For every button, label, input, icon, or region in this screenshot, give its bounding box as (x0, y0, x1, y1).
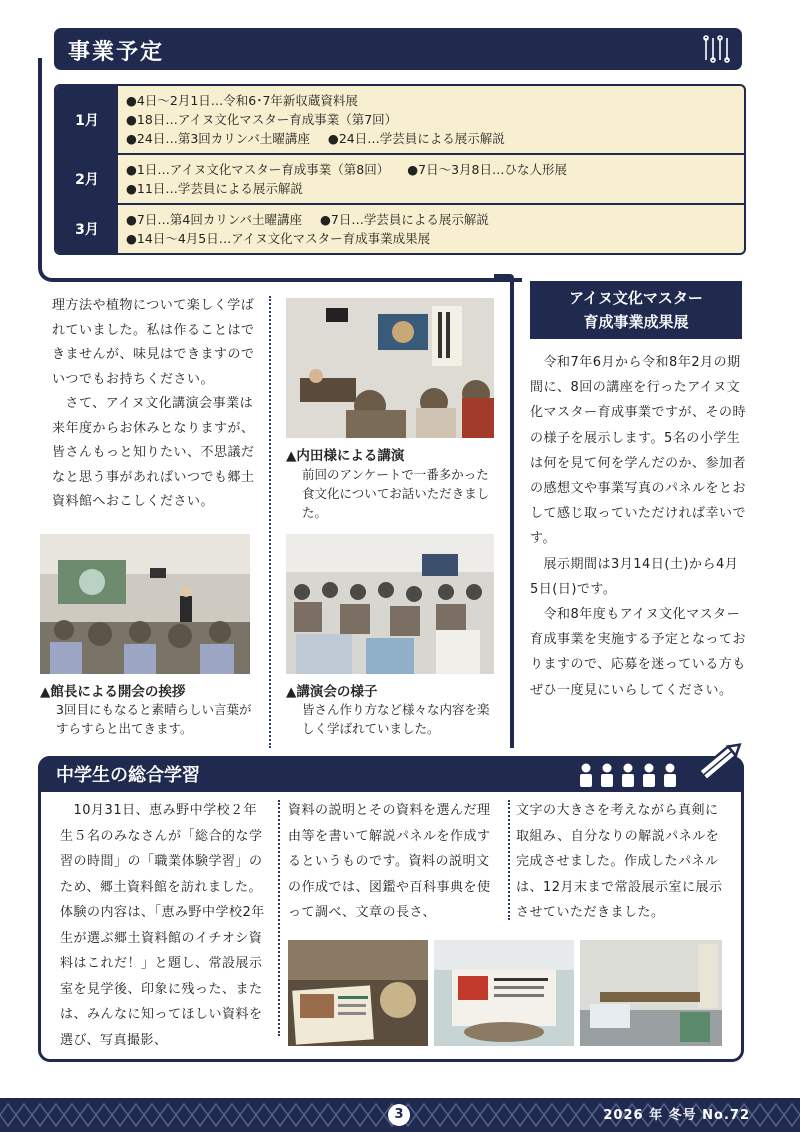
master-title-line1: アイヌ文化マスター (569, 289, 703, 307)
photo-uchida-lecture (286, 298, 494, 438)
schedule-month: 2月 (56, 155, 118, 203)
schedule-events (118, 205, 744, 253)
schedule-title: 事業予定 (68, 40, 165, 65)
schedule-line (126, 129, 736, 148)
study-text-col2: 資料の説明とその資料を選んだ理由等を書いて解説パネルを作成するというものです。資料の説明文の作成では、図鑑や百科事典を使って調べ、文章の長さ、 (288, 803, 491, 920)
schedule-event: ●18日…アイヌ文化マスター育成事業（第7回） (126, 112, 398, 127)
photo-panel-2 (434, 940, 574, 1046)
photo1-caption-title: ▲館長による開会の挨拶 (40, 684, 186, 700)
photo2-caption-body: 前回のアンケートで一番多かった食文化についてお話いただきました。 (302, 467, 490, 520)
page-number: 3 (388, 1104, 410, 1126)
schedule-event: ●11日…学芸員による展示解説 (126, 181, 303, 196)
schedule-row (56, 86, 744, 155)
pipe-ornament-icon (702, 35, 732, 63)
study-divider-2 (508, 800, 510, 920)
master-text: 令和7年6月から令和8年2月の期間に、8回の講座を行ったアイヌ文化マスター育成事業ですが、その時の様子を展示します。5名の小学生は何を見て何を学んだのか、参加者の感想文や事業写真のパネルをとおして感じ取っていただければ幸いです。 展示期間は3月14日(土)から4月5日(日)です。 令和8年度もアイヌ文化マスター育成事業を実施する予定となっておりますので、応募を迷っている方もぜひ一度見にいらしてください。 (530, 355, 747, 698)
students-icon (576, 762, 682, 788)
pencil-icon (692, 740, 746, 784)
schedule-event: ●7日〜3月8日…ひな人形展 (407, 162, 567, 177)
photo-panel-1 (288, 940, 428, 1046)
schedule-event: ●24日…第3回カリンバ土曜講座 (126, 131, 310, 146)
issue-label: 2026 年 冬号 No.72 (603, 1108, 750, 1123)
study-section-title: 中学生の総合学習 (56, 765, 200, 786)
photo-panel-3 (580, 940, 722, 1046)
schedule-event: ●7日…第4回カリンバ土曜講座 (126, 212, 302, 227)
schedule-table (54, 84, 746, 255)
study-text-col3: 文字の大きさを考えながら真剣に取組み、自分なりの解説パネルを完成させました。作成したパネルは、12月末まで常設展示室に展示させていただきました。 (516, 803, 723, 920)
photo2-caption-title: ▲内田様による講演 (286, 448, 405, 464)
master-exhibit-title (530, 281, 742, 339)
schedule-line (126, 160, 736, 179)
schedule-event: ●14日〜4月5日…アイヌ文化マスター育成事業成果展 (126, 231, 431, 246)
schedule-event: ●4日〜2月1日…令和6･7年新収蔵資料展 (126, 93, 358, 108)
schedule-event: ●24日…学芸員による展示解説 (327, 131, 505, 146)
photo1-caption-body: 3回目にもなると素晴らしい言葉がすらすらと出てきます。 (56, 702, 252, 736)
photo-audience (286, 534, 494, 674)
schedule-month: 3月 (56, 205, 118, 253)
photo3-caption-title: ▲講演会の様子 (286, 684, 378, 700)
master-title-line2: 育成事業成果展 (583, 313, 689, 331)
schedule-row (56, 205, 744, 253)
study-divider-1 (278, 800, 280, 1036)
schedule-line (126, 179, 736, 198)
schedule-events (118, 86, 744, 153)
schedule-line (126, 91, 736, 110)
photo-opening-greeting (40, 534, 250, 674)
bracket-vertical (510, 278, 514, 748)
schedule-event: ●7日…学芸員による展示解説 (319, 212, 489, 227)
schedule-month: 1月 (56, 86, 118, 153)
column-divider (269, 296, 271, 748)
photo3-caption-body: 皆さん作り方など様々な内容を楽しく学ばれていました。 (302, 702, 490, 736)
schedule-event: ●1日…アイヌ文化マスター育成事業（第8回） (126, 162, 390, 177)
schedule-row (56, 155, 744, 205)
schedule-line (126, 210, 736, 229)
lecture-text: 理方法や植物について楽しく学ばれていました。私は作ることはできませんが、味見はできますのでいつでもお持ちください。 さて、アイヌ文化講演会事業は来年度からお休みとなりますが、皆さんもっと知りたい、不思議だなと思う事があればいつでも郷土資料館へおこしください。 (52, 298, 255, 509)
schedule-events (118, 155, 744, 203)
schedule-line (126, 110, 736, 129)
study-text-col1: 10月31日、恵み野中学校２年生５名のみなさんが「総合的な学習の時間」の「職業体験学習」のため、郷土資料館を訪れました。体験の内容は、「恵み野中学校2年生が選ぶ郷土資料館のイチオシ資料はこれだ！」と題し、常設展示室を見学後、印象に残った、または、みんなに知ってほしい資料を選び、写真撮影、 (60, 803, 265, 1048)
schedule-line (126, 229, 736, 248)
